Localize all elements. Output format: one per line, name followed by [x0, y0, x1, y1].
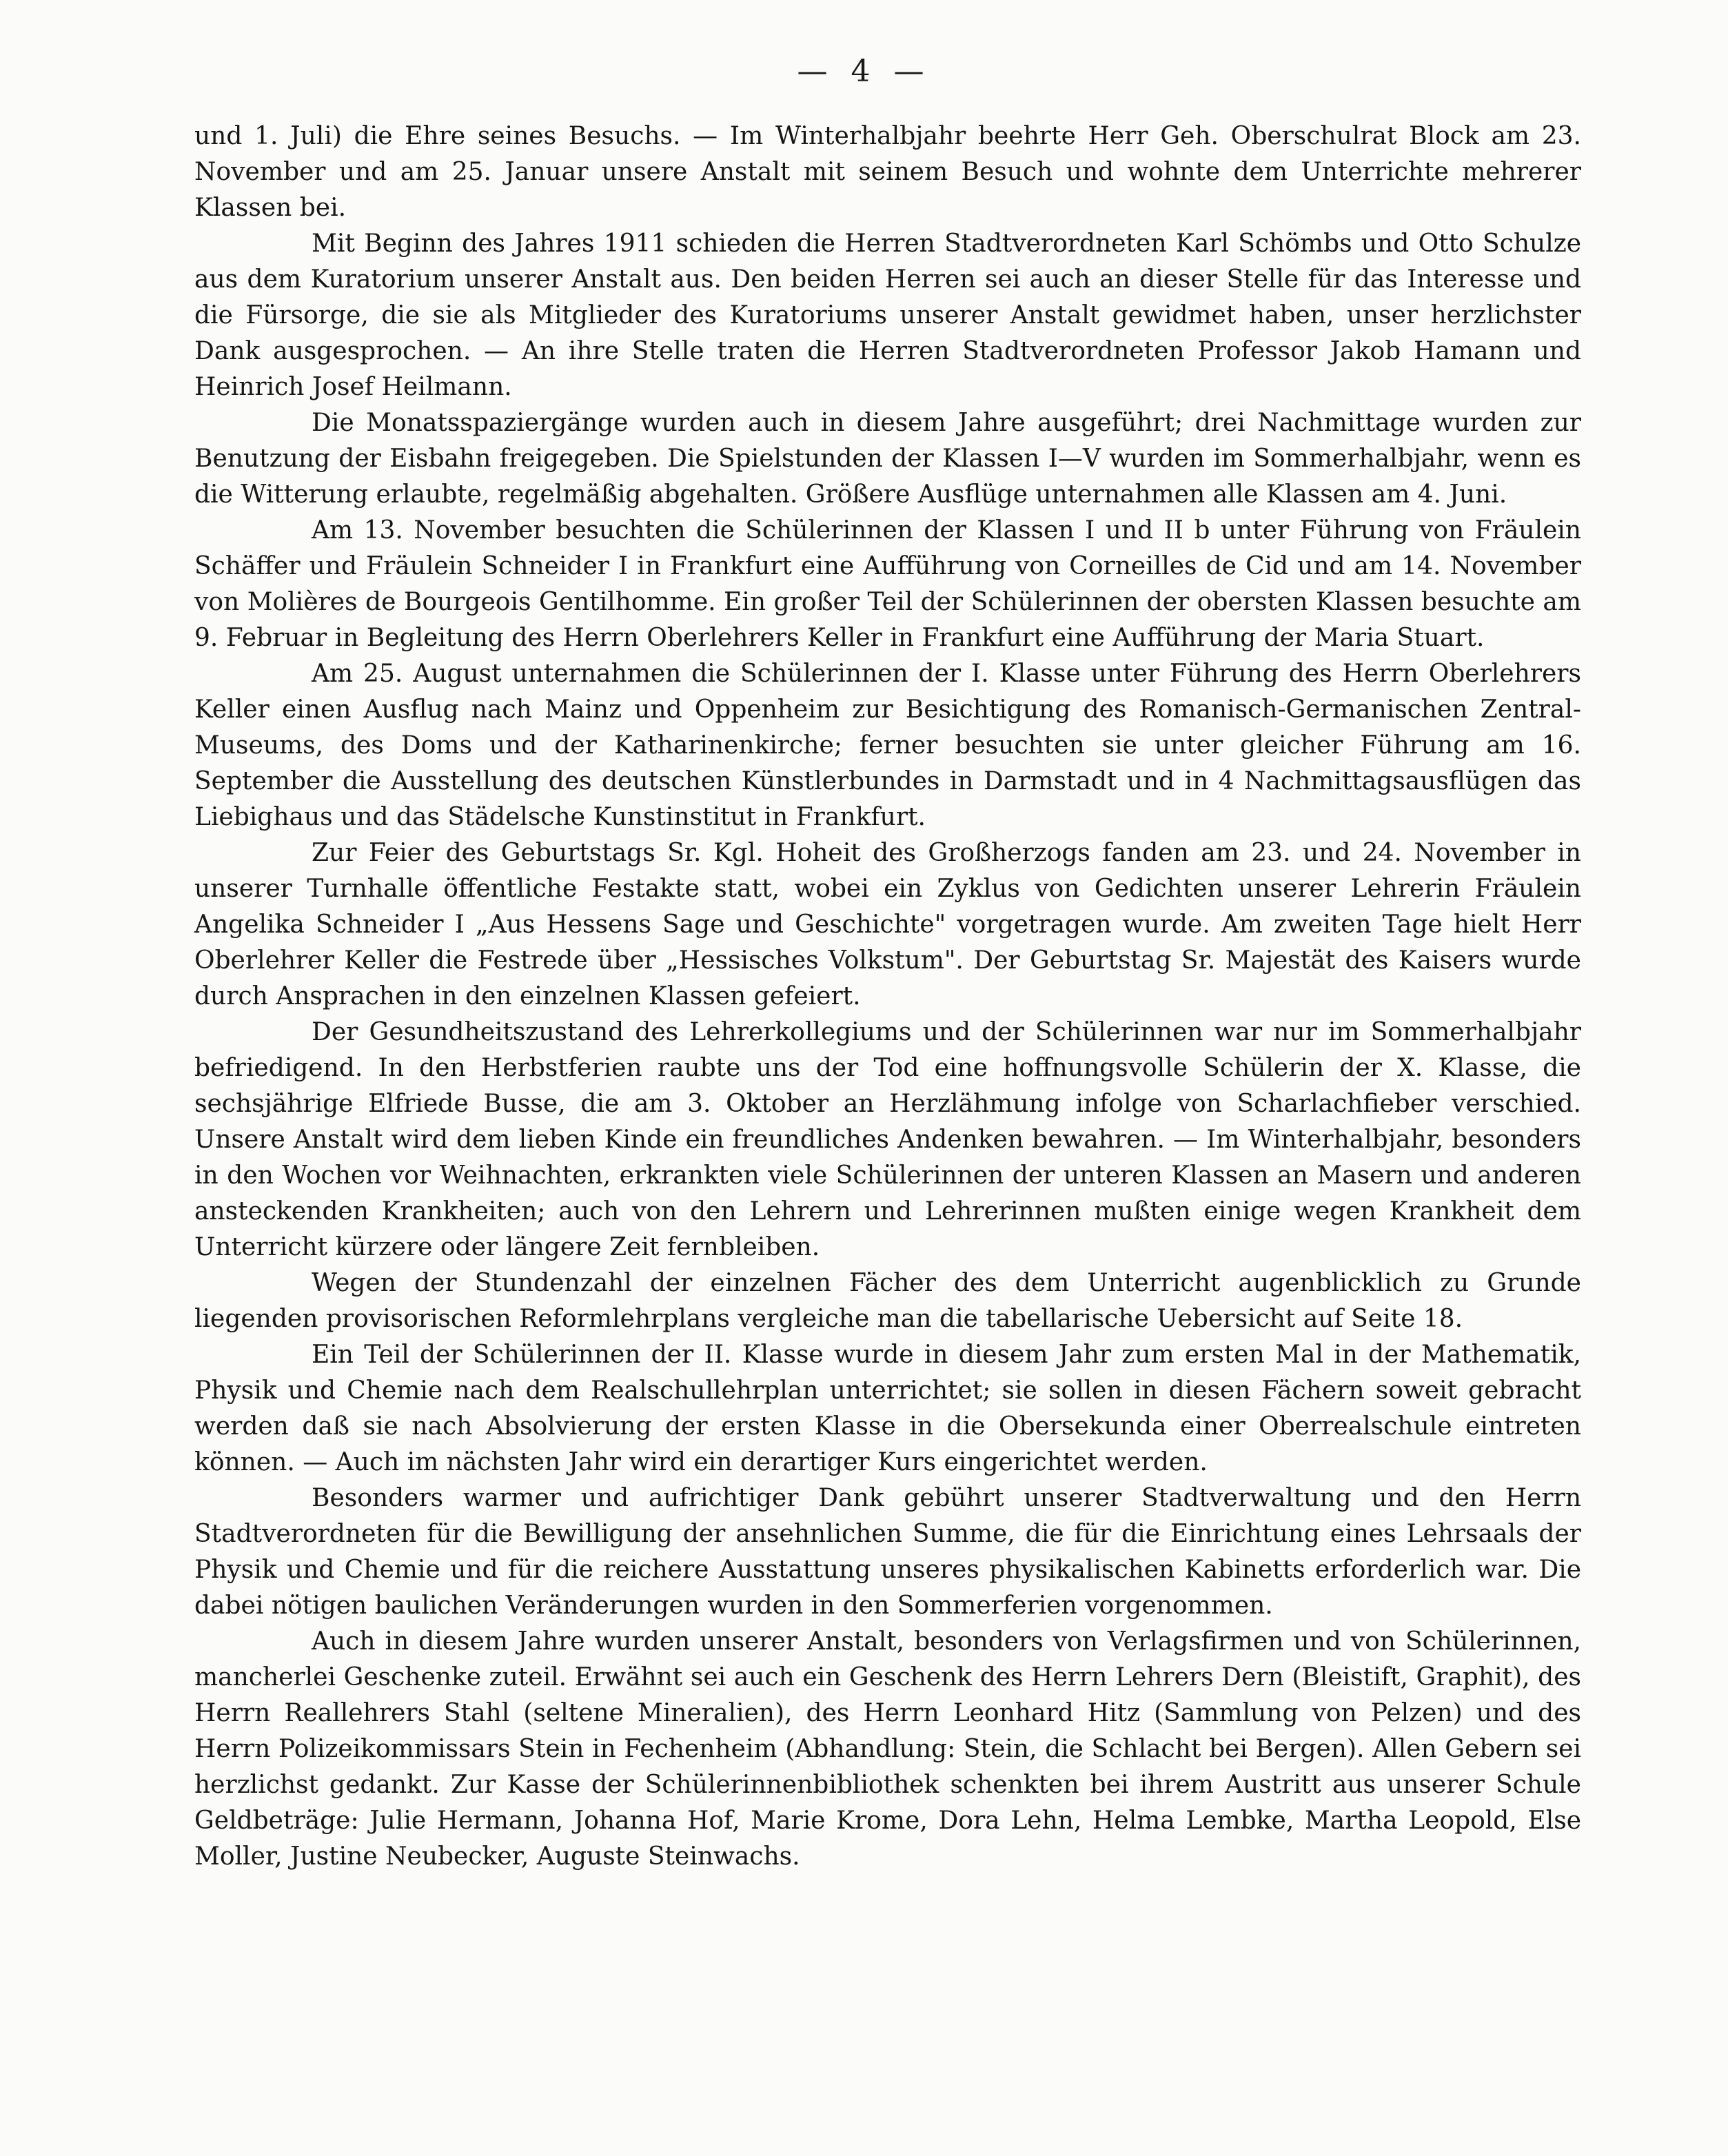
- paragraph-kuratorium: Mit Beginn des Jahres 1911 schieden die Herren Stadtverordneten Karl Schömbs und Otto Schulze aus dem Kuratorium unserer Anstalt aus. Den beiden Herren sei auch an dieser Stelle für das Interesse und die Fürsorge, die sie als Mitglieder des Kuratoriums unserer Anstalt gewidmet haben, unser herzlichster Dank ausgesprochen. — An ihre Stelle traten die Herren Stadtverordneten Professor Jakob Hamann und Heinrich Josef Heilmann.: [194, 230, 1581, 401]
- paragraph-mathematik: Ein Teil der Schülerinnen der II. Klasse wurde in diesem Jahr zum ersten Mal in der Mathematik, Physik und Chemie nach dem Realschullehrplan unterrichtet; sie sollen in diesen Fächern soweit gebracht werden daß sie nach Absolvierung der ersten Klasse in die Obersekunda einer Oberrealschule eintreten können. — Auch im nächsten Jahr wird ein derartiger Kurs eingerichtet werden.: [194, 1341, 1581, 1476]
- paragraph-theater: Am 13. November besuchten die Schülerinnen der Klassen I und II b unter Führung von Fräulein Schäffer und Fräulein Schneider I in Frankfurt eine Aufführung von Corneilles de Cid und am 14. November von Molières de Bourgeois Gentilhomme. Ein großer Teil der Schülerinnen der obersten Klassen besuchte am 9. Februar in Begleitung des Herrn Oberlehrers Keller in Frankfurt eine Aufführung der Maria Stuart.: [194, 516, 1581, 652]
- paragraph-feier: Zur Feier des Geburtstags Sr. Kgl. Hoheit des Großherzogs fanden am 23. und 24. November in unserer Turnhalle öffentliche Festakte statt, wobei ein Zyklus von Gedichten unserer Lehrerin Fräulein Angelika Schneider I „Aus Hessens Sage und Geschichte" vorgetragen wurde. Am zweiten Tage hielt Herr Oberlehrer Keller die Festrede über „Hessisches Volkstum". Der Geburtstag Sr. Majestät des Kaisers wurde durch Ansprachen in den einzelnen Klassen gefeiert.: [194, 839, 1581, 1010]
- body-text: [194, 119, 1581, 1875]
- paragraph-dank: Besonders warmer und aufrichtiger Dank gebührt unserer Stadtverwaltung und den Herrn Stadtverordneten für die Bewilligung der ansehnlichen Summe, die für die Einrichtung eines Lehrsaals der Physik und Chemie und für die reichere Ausstattung unseres physikalischen Kabinetts erforderlich war. Die dabei nötigen baulichen Veränderungen wurden in den Sommerferien vorgenommen.: [194, 1484, 1581, 1620]
- paragraph-geschenke: Auch in diesem Jahre wurden unserer Anstalt, besonders von Verlagsfirmen und von Schülerinnen, mancherlei Geschenke zuteil. Erwähnt sei auch ein Geschenk des Herrn Lehrers Dern (Bleistift, Graphit), des Herrn Reallehrers Stahl (seltene Mineralien), des Herrn Leonhard Hitz (Sammlung von Pelzen) und des Herrn Polizeikommissars Stein in Fechenheim (Abhandlung: Stein, die Schlacht bei Bergen). Allen Gebern sei herzlichst gedankt. Zur Kasse der Schülerinnenbibliothek schenkten bei ihrem Austritt aus unserer Schule Geldbeträge: Julie Hermann, Johanna Hof, Marie Krome, Dora Lehn, Helma Lembke, Martha Leopold, Else Moller, Justine Neubecker, Auguste Steinwachs.: [194, 1627, 1581, 1871]
- paragraph-spaziergaenge: Die Monatsspaziergänge wurden auch in diesem Jahre ausgeführt; drei Nachmittage wurden zur Benutzung der Eisbahn freigegeben. Die Spielstunden der Klassen I—V wurden im Sommerhalbjahr, wenn es die Witterung erlaubte, regelmäßig abgehalten. Größere Ausflüge unternahmen alle Klassen am 4. Juni.: [194, 409, 1581, 509]
- paragraph-ausflug: Am 25. August unternahmen die Schülerinnen der I. Klasse unter Führung des Herrn Oberlehrers Keller einen Ausflug nach Mainz und Oppenheim zur Besichtigung des Romanisch-Germanischen Zentral-Museums, des Doms und der Katharinenkirche; ferner besuchten sie unter gleicher Führung am 16. September die Ausstellung des deutschen Künstlerbundes in Darmstadt und in 4 Nachmittagsausflügen das Liebighaus und das Städelsche Kunstinstitut in Frankfurt.: [194, 660, 1581, 831]
- page-number: — 4 —: [797, 54, 931, 89]
- paragraph-gesundheit: Der Gesundheitszustand des Lehrerkollegiums und der Schülerinnen war nur im Sommerhalbjahr befriedigend. In den Herbstferien raubte uns der Tod eine hoffnungsvolle Schülerin der X. Klasse, die sechsjährige Elfriede Busse, die am 3. Oktober an Herzlähmung infolge von Scharlachfieber verschied. Unsere Anstalt wird dem lieben Kinde ein freundliches Andenken bewahren. — Im Winterhalbjahr, besonders in den Wochen vor Weihnachten, erkrankten viele Schülerinnen der unteren Klassen an Masern und anderen ansteckenden Krankheiten; auch von den Lehrern und Lehrerinnen mußten einige wegen Krankheit dem Unterricht kürzere oder längere Zeit fernbleiben.: [194, 1018, 1581, 1261]
- paragraph-visits: und 1. Juli) die Ehre seines Besuchs. — Im Winterhalbjahr beehrte Herr Geh. Oberschulrat Block am 23. November und am 25. Januar unsere Anstalt mit seinem Besuch und wohnte dem Unterrichte mehrerer Klassen bei.: [194, 122, 1581, 222]
- paragraph-stundenzahl: Wegen der Stundenzahl der einzelnen Fächer des dem Unterricht augenblicklich zu Grunde liegenden provisorischen Reformlehrplans vergleiche man die tabellarische Uebersicht auf Seite 18.: [194, 1269, 1581, 1333]
